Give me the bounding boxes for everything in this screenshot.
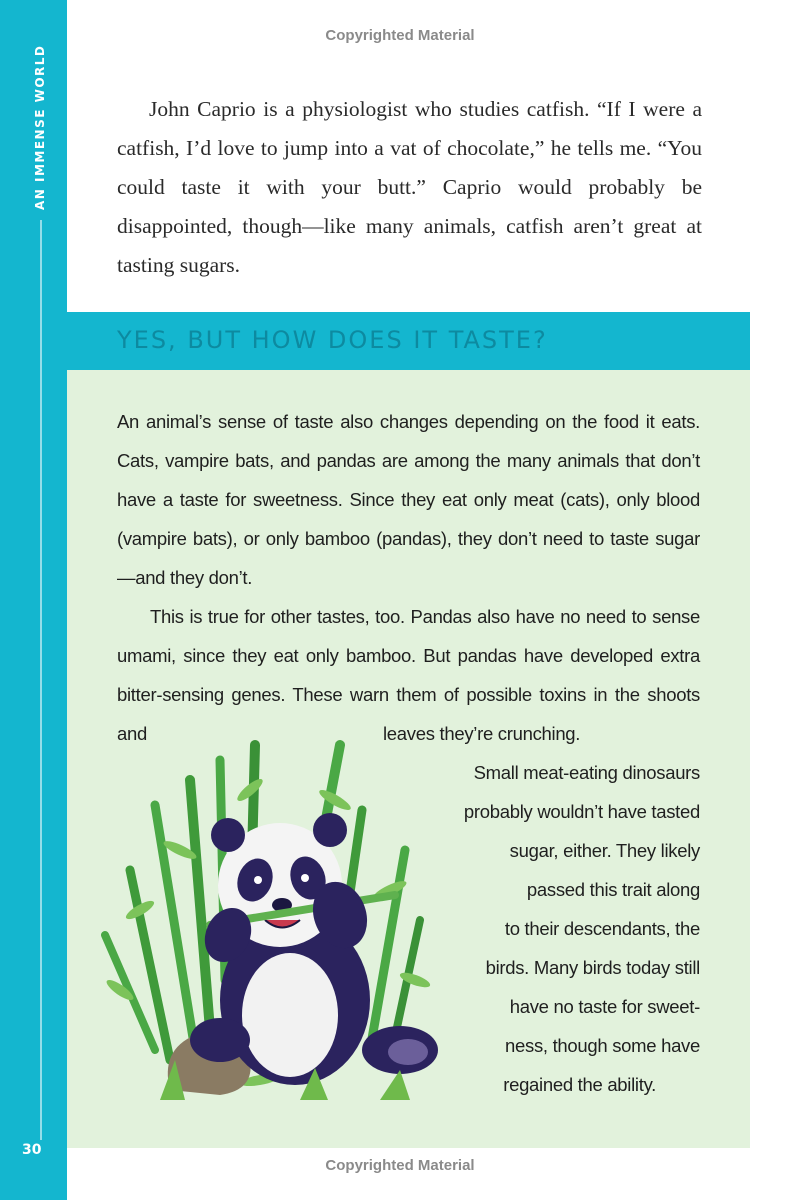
section-header-band	[67, 312, 750, 370]
panda-illustration	[100, 730, 460, 1100]
paragraph-3-line: have no taste for sweet-	[509, 996, 700, 1017]
watermark-top: Copyrighted Material	[325, 27, 475, 44]
body-paragraph-2-end: leaves they’re crunching.	[383, 723, 581, 744]
paragraph-3-line: Small meat-eating dinosaurs	[473, 762, 700, 783]
body-paragraph-2: This is true for other tastes, too. Pandas also have no need to sense umami, since they eat only bamboo. But pandas have developed extra bitter-sensing genes. These warn them of possible toxins in the shoots and	[117, 606, 700, 744]
paragraph-3-line: regained the ability.	[503, 1074, 656, 1095]
body-paragraph-1: An animal’s sense of taste also changes depending on the food it eats. Cats, vampire bats, and pandas are among the many animals that don’t have a taste for sweetness. Since they eat only meat (cats), only blood (vampire bats), or only bamboo (pandas), they don’t need to taste sugar—and they don’t.	[117, 411, 700, 588]
paragraph-3-line: ness, though some have	[505, 1035, 700, 1056]
paragraph-3-line: sugar, either. They likely	[509, 840, 700, 861]
section-title: YES, BUT HOW DOES IT TASTE?	[117, 326, 548, 354]
watermark-bottom: Copyrighted Material	[325, 1157, 475, 1174]
paragraph-3-line: passed this trait along	[526, 879, 700, 900]
side-bar	[0, 0, 67, 1200]
paragraph-3-line: probably wouldn’t have tasted	[463, 801, 700, 822]
intro-paragraph: John Caprio is a physiologist who studies catfish. “If I were a catfish, I’d love to jump into a vat of chocolate,” he tells me. “You could taste it with your butt.” Caprio would probably be disappointed, though—like many animals, catfish aren’t great at tasting sugars.	[117, 97, 702, 277]
paragraph-3-line: to their descendants, the	[504, 918, 700, 939]
running-head: AN IMMENSE WORLD	[33, 44, 47, 210]
page-number: 30	[22, 1142, 42, 1158]
paragraph-3-line: birds. Many birds today still	[485, 957, 700, 978]
side-rule	[40, 220, 42, 1140]
